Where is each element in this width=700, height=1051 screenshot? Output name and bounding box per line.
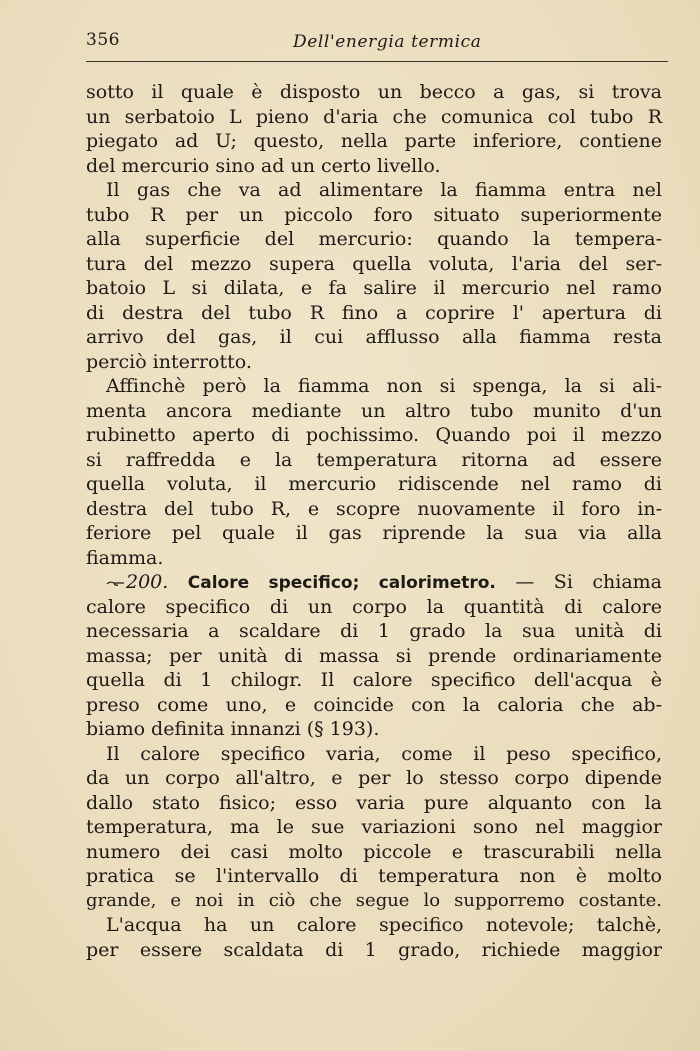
text-line: pratica se l'intervallo di temperatura non è molto xyxy=(86,865,662,887)
text-line: calore specifico di un corpo la quantità di calore xyxy=(86,595,662,618)
text-line: batoio L si dilata, e fa salire il mercurio nel ramo xyxy=(86,277,662,299)
text-line: rubinetto aperto di pochissimo. Quando poi il mezzo xyxy=(86,424,662,446)
text-line: perciò interrotto. xyxy=(86,350,252,373)
text-line: un serbatoio L pieno d'aria che comunica col tubo R xyxy=(86,105,662,128)
running-title: Dell'energia termica xyxy=(293,32,482,52)
text-line: tubo R per un piccolo foro situato superiormente xyxy=(86,203,662,226)
text-line: si raffredda e la temperatura ritorna ad essere xyxy=(86,448,662,471)
section-title: Calore specifico; calorimetro. xyxy=(187,573,496,593)
text-line: temperatura, ma le sue variazioni sono nel maggior xyxy=(86,816,662,838)
text-line: tura del mezzo supera quella voluta, l'aria del ser- xyxy=(86,252,662,275)
header-rule xyxy=(86,61,668,62)
text-line: di destra del tubo R fino a coprire l' apertura di xyxy=(86,301,662,324)
text-line: grande, e noi in ciò che segue lo supporremo costante. xyxy=(86,889,662,911)
text-line: quella voluta, il mercurio ridiscende nel ramo di xyxy=(86,473,662,495)
text-line: Il gas che va ad alimentare la fiamma entra nel xyxy=(106,179,662,201)
text-line: arrivo del gas, il cui afflusso alla fiamma resta xyxy=(86,326,662,348)
pointing-hand-icon xyxy=(106,578,126,588)
text-line: Affinchè però la fiamma non si spenga, la si ali- xyxy=(106,375,662,397)
text-line: del mercurio sino ad un certo livello. xyxy=(86,154,441,177)
page-number: 356 xyxy=(86,30,120,50)
section-heading-line xyxy=(86,570,662,595)
text-line: menta ancora mediante un altro tubo munito d'un xyxy=(86,399,662,422)
text-line: numero dei casi molto piccole e trascurabili nella xyxy=(86,840,662,863)
text-line: da un corpo all'altro, e per lo stesso corpo dipende xyxy=(86,767,662,789)
text-line: piegato ad U; questo, nella parte inferiore, contiene xyxy=(86,130,662,152)
text-line: biamo definita innanzi (§ 193). xyxy=(86,718,380,740)
text-line: feriore pel quale il gas riprende la sua via alla xyxy=(86,522,662,544)
text-line: quella di 1 chilogr. Il calore specifico dell'acqua è xyxy=(86,669,662,691)
section-heading-rest: — Si chiama xyxy=(495,571,662,593)
page-body xyxy=(86,80,662,962)
text-line: Il calore specifico varia, come il peso specifico, xyxy=(106,742,662,765)
text-line: L'acqua ha un calore specifico notevole; talchè, xyxy=(106,914,662,936)
text-line: preso come uno, e coincide con la caloria che ab- xyxy=(86,693,662,716)
page-header xyxy=(86,30,668,60)
text-line: per essere scaldata di 1 grado, richiede maggior xyxy=(86,938,662,961)
text-line: necessaria a scaldare di 1 grado la sua unità di xyxy=(86,620,662,642)
text-line: sotto il quale è disposto un becco a gas, si trova xyxy=(86,81,662,103)
section-number: 200. xyxy=(126,571,169,593)
text-line: massa; per unità di massa si prende ordinariamente xyxy=(86,644,662,667)
text-line: fiamma. xyxy=(86,546,164,569)
text-line: alla superficie del mercurio: quando la tempera- xyxy=(86,228,662,250)
text-line: destra del tubo R, e scopre nuovamente il foro in- xyxy=(86,497,662,520)
text-line: dallo stato fisico; esso varia pure alquanto con la xyxy=(86,791,662,814)
